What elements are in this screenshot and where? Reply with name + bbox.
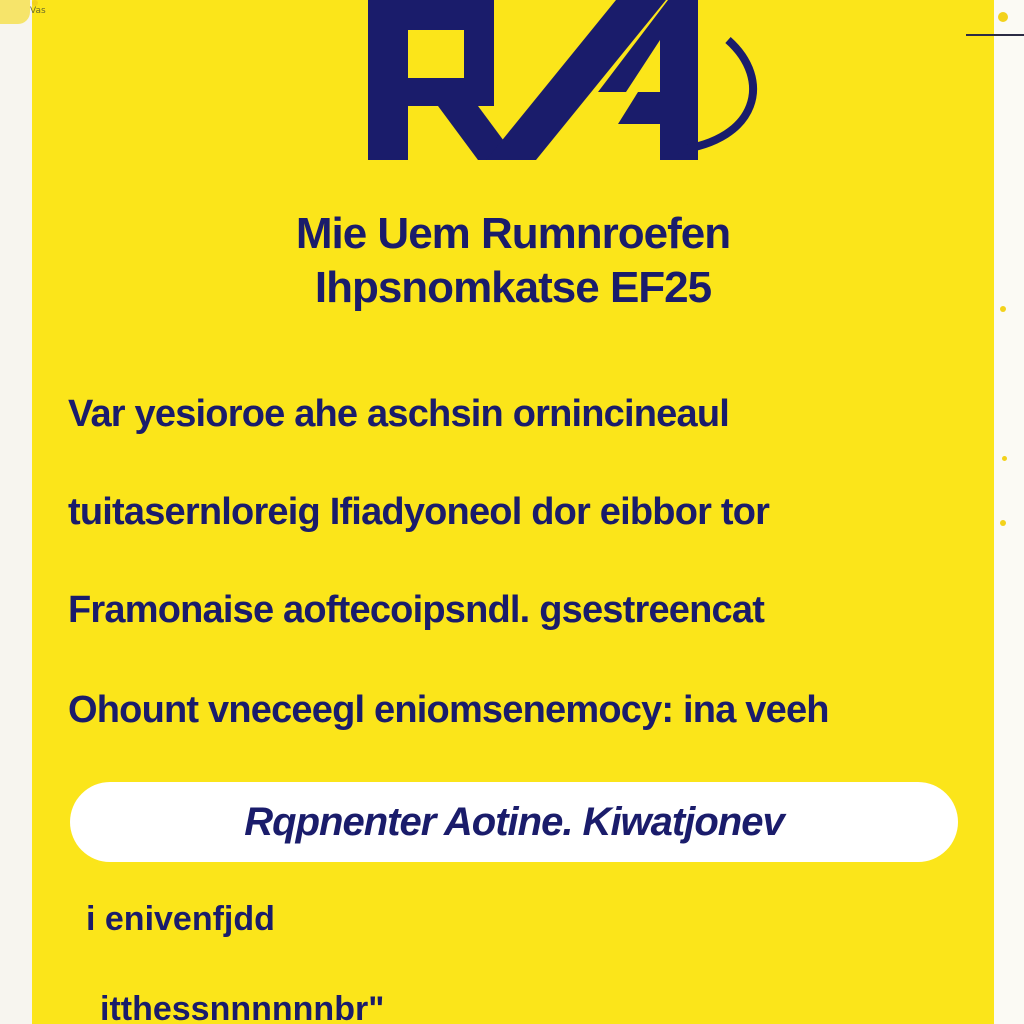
edge-line	[966, 34, 1024, 36]
cta-pill-button[interactable]	[70, 782, 958, 862]
heading-line-2: Ihpsnomkatse EF25	[314, 263, 712, 312]
paint-speck	[1002, 456, 1007, 461]
body-line-4: Ohount vneceegl eniomsenemocy: ina veeh	[68, 689, 829, 731]
right-edge-strip	[994, 0, 1024, 1024]
corner-tag: Vas	[30, 6, 46, 16]
poster	[32, 0, 994, 1024]
paint-speck	[998, 12, 1008, 22]
corner-paint-mark	[0, 0, 30, 24]
body-line-1: Var yesioroe ahe aschsin ornincineaul	[68, 393, 730, 435]
footer-line-1: i enivenfjdd	[86, 900, 275, 938]
heading-line-1: Mie Uem Rumnroefen	[295, 209, 731, 258]
body-line-2: tuitasernloreig Ifiadyoneol dor eibbor tor	[68, 491, 770, 533]
paint-speck	[1000, 520, 1006, 526]
body-line-3: Framonaise aoftecoipsndl. gsestreencat	[68, 589, 765, 631]
paint-speck	[1000, 306, 1006, 312]
footer-line-2: itthessnnnnnnbr"	[100, 990, 385, 1024]
cta-pill-label: Rqpnenter Aotine. Kiwatjonev	[244, 800, 784, 844]
logo-r-bowl-right	[464, 0, 494, 106]
logo-slash	[486, 0, 666, 160]
logo	[368, 0, 768, 160]
